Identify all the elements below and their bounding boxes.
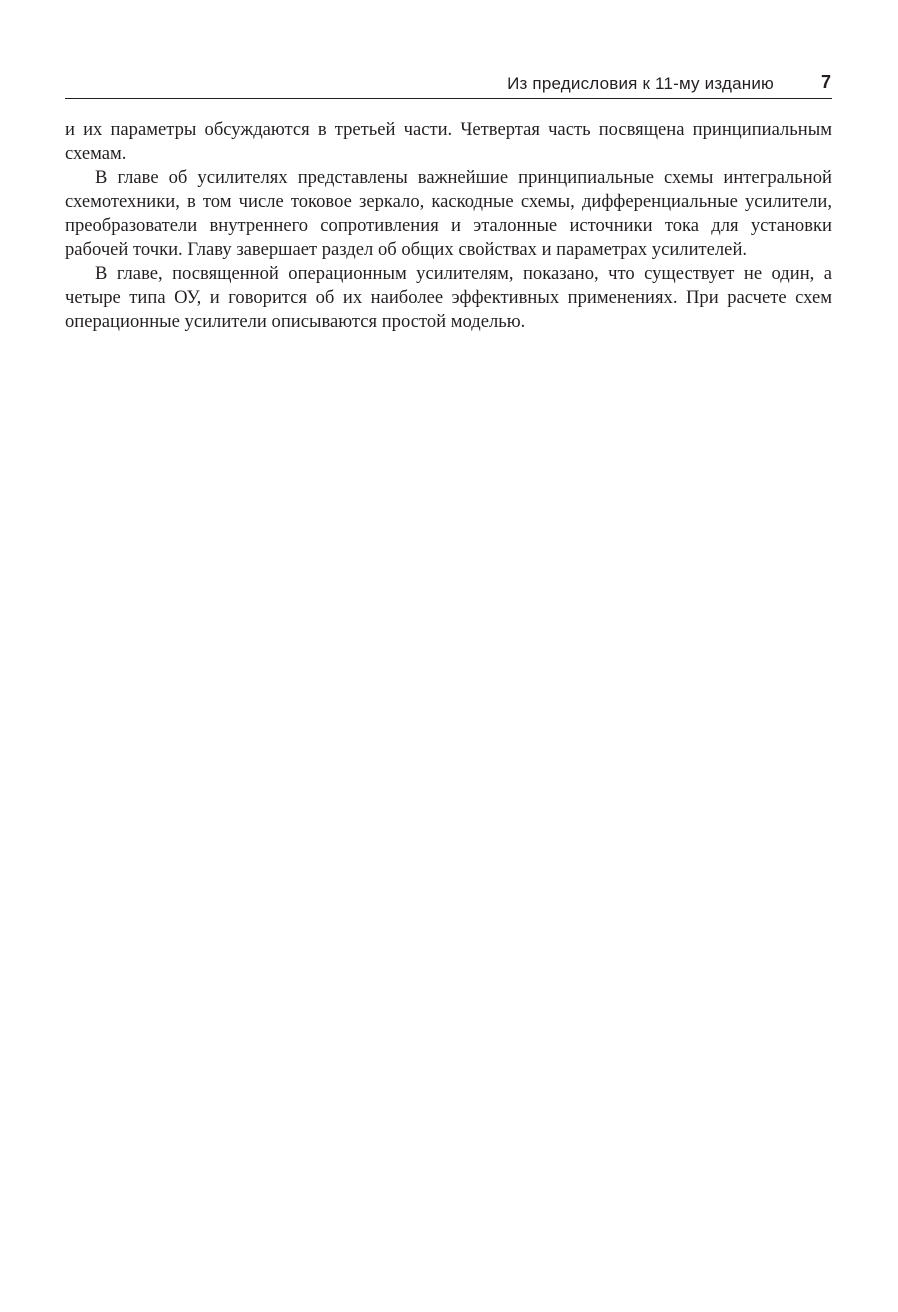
running-title: Из предисловия к 11-му изданию [507, 74, 774, 93]
paragraph-continued: и их параметры обсуждаются в третьей части. Четвертая часть посвящена принципиальным схемам. [65, 119, 832, 164]
running-header [65, 72, 832, 99]
page-number: 7 [820, 72, 831, 92]
paragraph-op-amps: В главе, посвященной операционным усилителям, показано, что существует не один, а четыре типа ОУ, и говорится об их наиболее эффективных применениях. При расчете схем операционные усилители описываются простой моделью. [65, 263, 832, 332]
paragraph-amplifiers: В главе об усилителях представлены важнейшие принципиальные схемы интегральной схемотехники, в том числе токовое зеркало, каскодные схемы, дифференциальные усилители, преобразователи внутреннего сопротивления и эталонные источники тока для установки рабочей точки. Главу завершает раздел об общих свойствах и параметрах усилителей. [65, 167, 832, 260]
body-text [65, 118, 832, 334]
book-page [65, 0, 832, 1312]
